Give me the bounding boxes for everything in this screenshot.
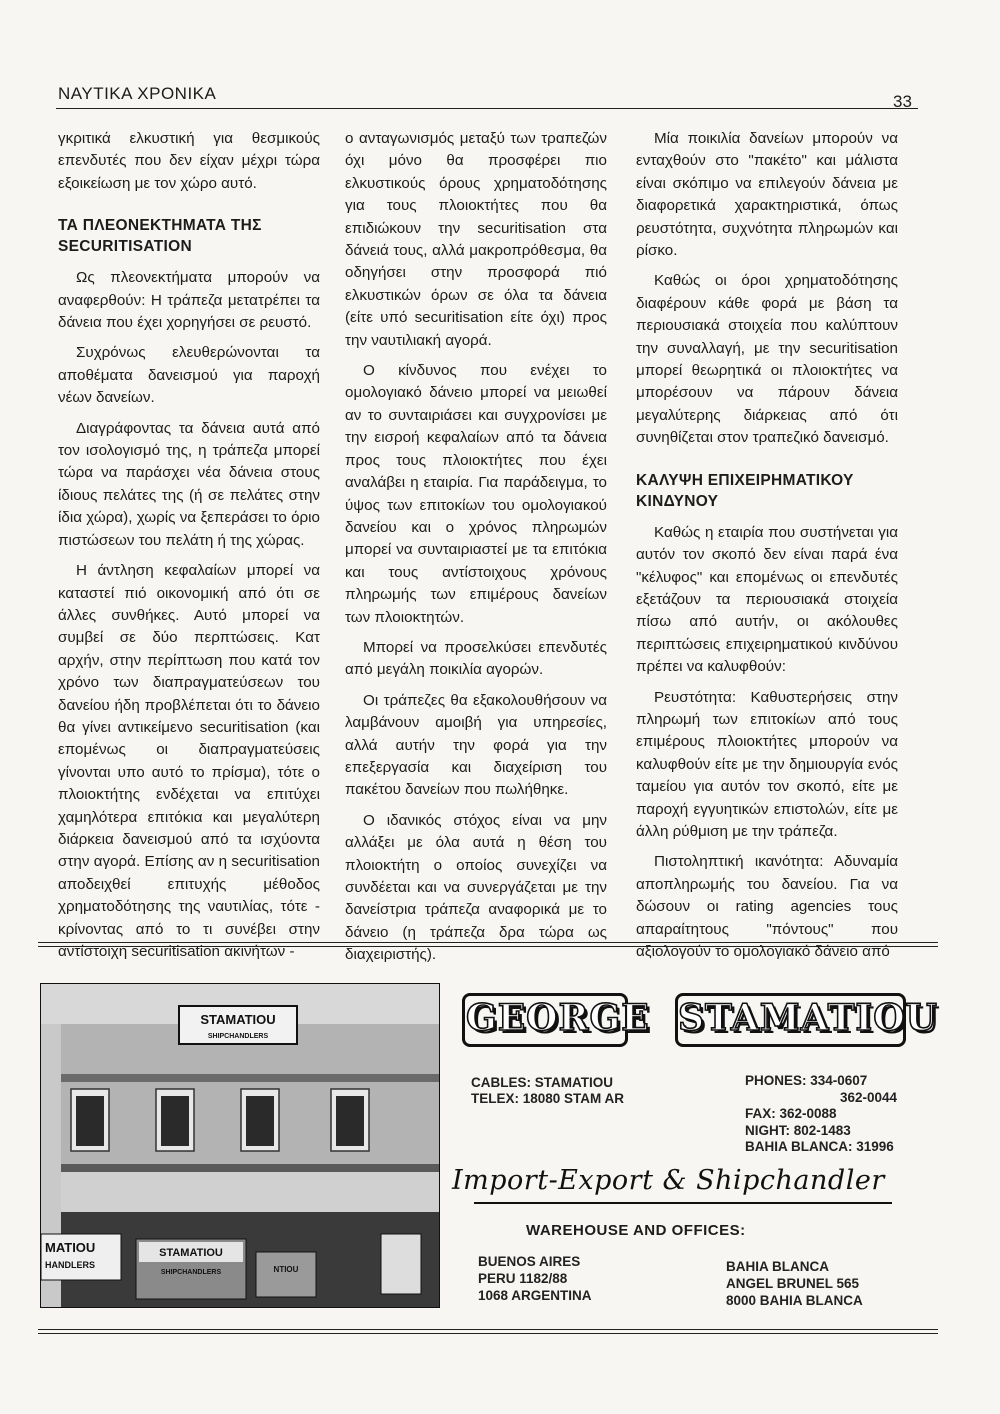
warehouse-heading: WAREHOUSE AND OFFICES:: [526, 1222, 746, 1239]
page-number: 33: [893, 92, 912, 111]
business-tagline: Import-Export & Shipchandler: [452, 1165, 885, 1196]
office-bahia-blanca-line-3: 8000 BAHIA BLANCA: [726, 1293, 863, 1308]
second-truck-sign: NTIOU: [273, 1265, 299, 1274]
cables-address: CABLES: STAMATIOU: [471, 1075, 613, 1090]
office-buenos-aires-line-1: BUENOS AIRES: [478, 1254, 581, 1269]
article-paragraph: Μία ποικιλία δανείων μπορούν να ενταχθούν στο "πακέτο" και μάλιστα είναι σκόπιμο να επιλεγούν δάνεια με διαφορετικά χαρακτηριστικά, όπως ρευστότητα, συχνότητα πληρωμών και ρίσκο.: [636, 130, 898, 260]
article-paragraph: Ως πλεονεκτήματα μπορούν να αναφερθούν: Η τράπεζα μετατρέπει τα δάνεια που έχει χορηγήσει σε ρευστό.: [58, 269, 320, 332]
article-column-3: [636, 128, 898, 971]
george-logo: GEORGE: [466, 997, 650, 1039]
telex-number: TELEX: 18080 STAM AR: [471, 1091, 625, 1106]
article-paragraph: Καθώς οι όροι χρηματοδότησης διαφέρουν κάθε φορά με βάση τα περιουσιακά στοιχεία που καλύπτουν την συναλλαγή, με την securitisation μπορεί θεωρητικά οι πλοιοκτήτες να μπορέσουν να πάρουν δάνεια μεγαλύτερης διάρκειας από ότι συνηθίζεται στον τραπεζικό δανεισμό.: [636, 272, 898, 447]
storefront-illustration: [41, 984, 439, 1307]
article-paragraph: γκριτικά ελκυστική για θεσμικούς επενδυτές που δεν είχαν μέχρι τώρα εξοικείωση με τον χώρο αυτό.: [58, 130, 320, 192]
office-bahia-blanca-line-2: ANGEL BRUNEL 565: [726, 1276, 860, 1291]
article-paragraph: Ο ιδανικός στόχος είναι να μην αλλάξει με όλα αυτά η θέση του πλοιοκτήτη ο οποίος συνεχίζει να συνδέεται και να συνεργάζεται με την δανείστρια τράπεζα αναφορικά με το δάνειο (η τράπεζα δρα τώρα ως διαχειριστής).: [345, 811, 607, 964]
office-buenos-aires-line-3: 1068 ARGENTINA: [478, 1288, 592, 1303]
article-paragraph: Πιστοληπτική ικανότητα: Αδυναμία αποπληρωμής του δανείου. Για να δώσουν οι rating agencies τους απαραίτητους "πόντους" που αξιολογούν το ομολογιακό δάνειο από: [636, 853, 898, 960]
roof-sign-subtitle: SHIPCHANDLERS: [207, 1033, 269, 1040]
office-buenos-aires-line-2: PERU 1182/88: [478, 1271, 568, 1286]
tagline-underline: [474, 1202, 892, 1204]
stamatiou-logo: STAMATIOU: [678, 997, 938, 1039]
office-bahia-blanca-line-1: BAHIA BLANCA: [726, 1259, 829, 1274]
article-paragraph: Καθώς η εταιρία που συστήνεται για αυτόν τον σκοπό δεν είναι παρά ένα "κέλυφος" και επομένως οι επενδυτές εξετάζουν τα περιουσιακά στοιχεία πίσω από αυτήν, οι ακόλουθες περιπτώσεις επιχειρηματικού κινδύνου πρέπει να καλυφθούν:: [636, 523, 898, 676]
section-heading: ΚΑΛΥΨΗ ΕΠΙΧΕΙΡΗΜΑΤΙΚΟΥ ΚΙΝΔΥΝΟΥ: [636, 471, 854, 510]
article-paragraph: Μπορεί να προσελκύσει επενδυτές από μεγάλη ποικιλία αγορών.: [345, 638, 607, 679]
fax-number: FAX: 362-0088: [745, 1106, 837, 1121]
article-paragraph: Ρευστότητα: Καθυστερήσεις στην πληρωμή των επιτοκίων από τους επιμέρους πλοιοκτήτες μπορούν να καλυφθούν είτε με την δημιουργία ενός ταμείου για αυτόν τον σκοπό, είτε με παροχή εγγυητικών επιστολών, είτε με άλλη ρύθμιση με την τράπεζα.: [636, 688, 898, 840]
article-paragraph: Διαγράφοντας τα δάνεια αυτά από τον ισολογισμό της, η τράπεζα μπορεί τώρα να παράσχει νέα δάνεια στους ίδιους πελάτες της (ή σε πελάτες στην ίδια χώρα), χωρίς να ξεπεράσει το όριο πιστώσεων του πελάτη ή της χώρας.: [58, 419, 320, 549]
advert-top-rule: [38, 942, 938, 947]
left-sign-subtitle: HANDLERS: [45, 1260, 96, 1270]
article-paragraph: ο ανταγωνισμός μεταξύ των τραπεζών όχι μόνο θα προσφέρει πιο ελκυστικούς όρους χρηματοδότησης για τους πλοιοκτήτες που θα επιδιώκουν την securitisation στα δάνειά τους, αλλά μακροπρόθεσμα, θα οδηγήσει στην προσφορά πιό ελκυστικών όρων σε όλα τα δάνεια (είτε υπό securitisation είτε όχι) προς την ναυτιλιακή αγορά.: [345, 130, 607, 349]
truck-sign: STAMATIOU: [159, 1247, 223, 1259]
storefront-photo: [40, 983, 440, 1308]
phones-line-2: 362-0044: [840, 1090, 898, 1105]
section-heading: ΤΑ ΠΛΕΟΝΕΚΤΗΜΑΤΑ ΤΗΣ SECURITISATION: [58, 217, 262, 256]
left-sign-title: MATIOU: [45, 1240, 96, 1255]
article-paragraph: Ο κίνδυνος που ενέχει το ομολογιακό δάνειο μπορεί να μειωθεί αν το συνταιριάσει και συγχρονίσει με την εισροή κεφαλαίων από τα δάνεια προς τους πλοιοκτήτες που έχει αναλάβει η εταιρία. Για παράδειγμα, το ύψος των επιτοκίων του ομολογιακού δανείου και ο χρόνος πληρωμών μπορεί να συνταιριαστεί με τα επιτόκια και τους αντίστοιχους χρόνους πληρωμής των επιμέρους δανείων των πλοιοκτητών.: [345, 362, 607, 626]
night-number: NIGHT: 802-1483: [745, 1123, 851, 1138]
header-rule: [56, 108, 918, 109]
article-column-2: [345, 128, 607, 975]
article-paragraph: Συχρόνως ελευθερώνονται τα αποθέματα δανεισμού για παροχή νέων δανείων.: [58, 344, 320, 407]
article-paragraph: Οι τράπεζες θα εξακολουθήσουν να λαμβάνουν αμοιβή για υπηρεσίες, αλλά αυτήν την φορά για την επεξεργασία και διαχείριση του πακέτου δανείων που πωλήθηκε.: [345, 691, 607, 799]
advert-bottom-rule: [38, 1329, 938, 1334]
article-paragraph: Η άντληση κεφαλαίων μπορεί να καταστεί πιό οικονομική από ότι σε άλλες συνθήκες. Αυτό μπορεί να συμβεί σε δύο περπτώσεις. Κατ αρχήν, στην περίπτωση που κατά τον χρόνο των διαπραγματεύσεων του δανείου ήδη προβλέπεται ότι το δάνειο θα γίνει αντικείμενο securitisation (και επομένως οι διαπραγματεύσεις γίνονται υπο αυτό το πρίσμα), τότε ο πλοιοκτήτης ενδέχεται να επιτύχει χαμηλότερα επιτόκια και μεγαλύτερη διάρκεια δανεισμού από τα ισχύοντα στην αγορά. Επίσης αν η securitisation αποδειχθεί επιτυχής μέθοδος χρηματοδότησης της ναυτιλίας, τότε - κρίνοντας από το τι συνέβει στην αντίστοιχη securitisation ακινήτων -: [58, 562, 320, 960]
phones-line: PHONES: 334-0607: [745, 1073, 868, 1088]
bahia-blanca-phone: BAHIA BLANCA: 31996: [745, 1139, 894, 1154]
article-column-1: [58, 128, 320, 971]
magazine-title: ΝΑΥΤΙΚΑ ΧΡΟΝΙΚΑ: [58, 84, 217, 103]
truck-sign-subtitle: SHIPCHANDLERS: [160, 1269, 222, 1276]
roof-sign-title: STAMATIOU: [200, 1012, 276, 1027]
